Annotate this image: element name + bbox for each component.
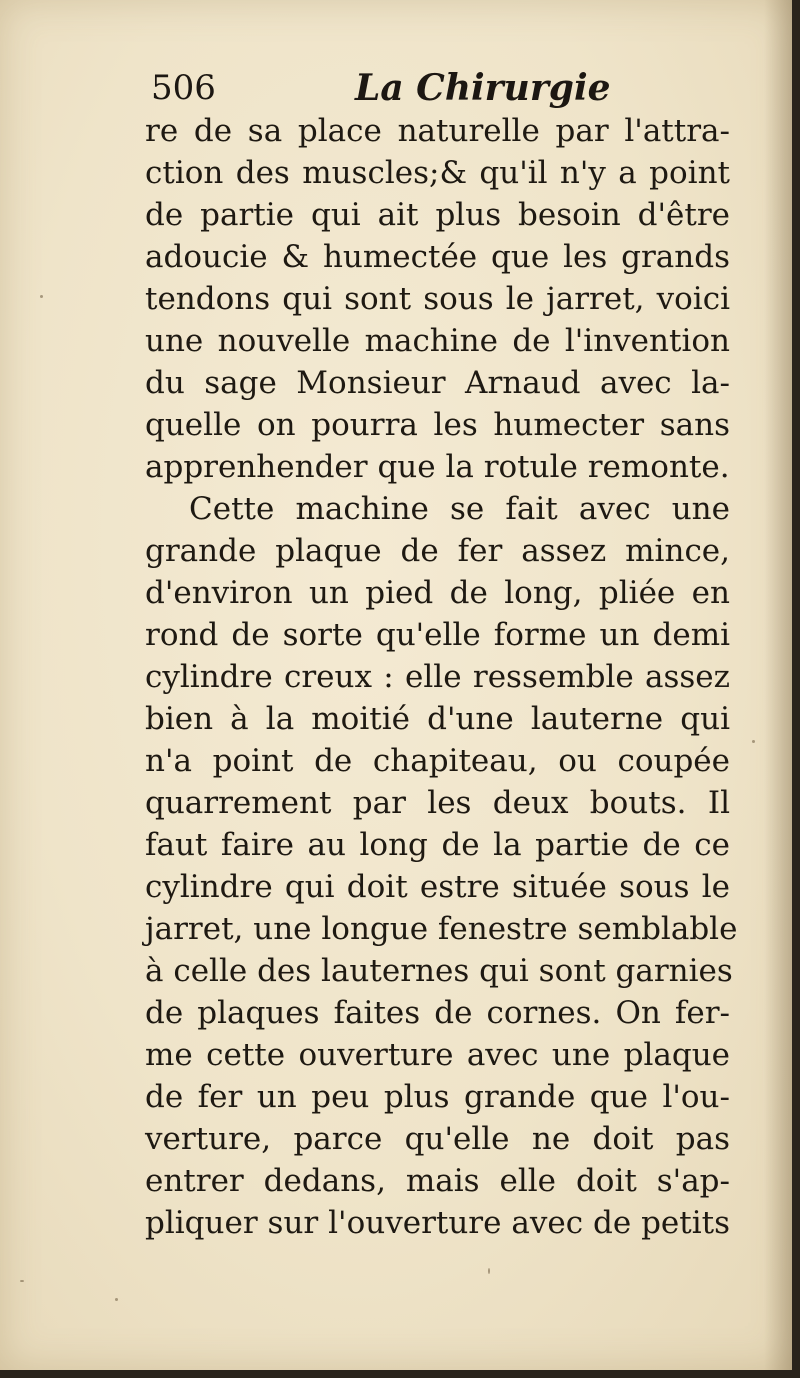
paper-speck — [488, 1268, 490, 1274]
paragraph-first-line: Cette machine se fait avec une — [189, 491, 730, 527]
running-head — [145, 66, 745, 110]
text-line: re de sa place naturelle par l'attra- — [145, 113, 730, 149]
text-line: quelle on pourra les humecter sans — [145, 407, 730, 443]
text-line: de partie qui ait plus besoin d'être — [145, 197, 730, 233]
text-line: jarret, une longue fenestre semblable — [145, 911, 738, 947]
text-line: rond de sorte qu'elle forme un demi — [145, 617, 730, 653]
text-line: de fer un peu plus grande que l'ou- — [145, 1079, 730, 1115]
text-line: pliquer sur l'ouverture avec de petits — [145, 1205, 730, 1241]
text-line: à celle des lauternes qui sont garnies — [145, 953, 733, 989]
text-body — [145, 110, 738, 1244]
text-line: du sage Monsieur Arnaud avec la- — [145, 365, 730, 401]
text-line: me cette ouverture avec une plaque — [145, 1037, 730, 1073]
text-line: n'a point de chapiteau, ou coupée — [145, 743, 730, 779]
text-line: quarrement par les deux bouts. Il — [145, 785, 730, 821]
text-line: adoucie & humectée que les grands — [145, 239, 730, 275]
text-line: d'environ un pied de long, pliée en — [145, 575, 730, 611]
paper-speck — [115, 1298, 118, 1301]
paper-speck — [40, 295, 43, 298]
text-line: une nouvelle machine de l'invention — [145, 323, 730, 359]
page-edge-shadow — [764, 0, 792, 1370]
text-line: ction des muscles;& qu'il n'y a point — [145, 155, 730, 191]
running-title: La Chirurgie — [355, 67, 611, 109]
text-line: de plaques faites de cornes. On fer- — [145, 995, 730, 1031]
text-line: cylindre creux : elle ressemble assez — [145, 659, 730, 695]
page-number: 506 — [151, 68, 216, 108]
text-line: bien à la moitié d'une lauterne qui — [145, 701, 730, 737]
text-line: cylindre qui doit estre située sous le — [145, 869, 730, 905]
text-line: faut faire au long de la partie de ce — [145, 827, 730, 863]
paper-speck — [20, 1280, 24, 1282]
text-line: grande plaque de fer assez mince, — [145, 533, 730, 569]
text-line: tendons qui sont sous le jarret, voici — [145, 281, 730, 317]
paper-speck — [752, 740, 755, 743]
text-line: verture, parce qu'elle ne doit pas — [145, 1121, 730, 1157]
text-line: apprenhender que la rotule remonte. — [145, 449, 730, 485]
text-line: entrer dedans, mais elle doit s'ap- — [145, 1163, 730, 1199]
